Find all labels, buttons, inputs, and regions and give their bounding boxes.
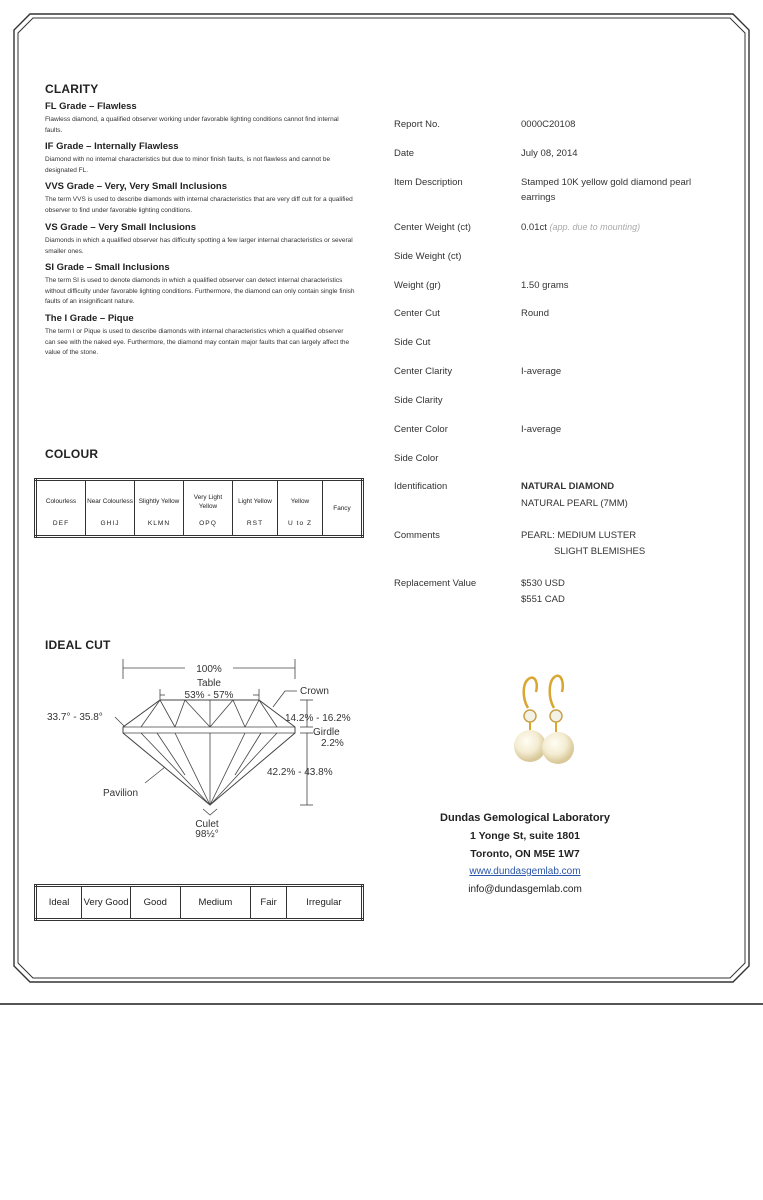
crown-angle-label: 33.7° - 35.8° (47, 712, 103, 723)
clarity-grade-title: FL Grade – Flawless (45, 101, 137, 112)
clarity-grade-title: VS Grade – Very Small Inclusions (45, 222, 197, 233)
field-value: I-average (521, 366, 562, 377)
clarity-grade-desc: Flawless diamond, a qualified observer working under favorable lighting conditions cannot find internal faults. (45, 116, 339, 134)
colour-cell: Slightly Yellow KLMN (135, 480, 184, 537)
colour-cell: Light Yellow RST (233, 480, 278, 537)
cut-grade-cell: Very Good (82, 886, 131, 920)
cut-grade-cell: Ideal (36, 886, 82, 920)
lab-address-line2: Toronto, ON M5E 1W7 (470, 848, 580, 860)
clarity-grade-title: VVS Grade – Very, Very Small Inclusions (45, 181, 227, 192)
lab-info (420, 809, 630, 899)
colour-cell: Fancy (323, 480, 363, 537)
cut-grade-cell: Fair (251, 886, 286, 920)
colour-cell: Yellow U to Z (278, 480, 323, 537)
field-label: Center Color (394, 424, 448, 435)
field-label: Identification (394, 481, 448, 492)
clarity-grade-desc: The term VVS is used to describe diamonds with internal characteristics that are very diff cult for a qualified observer to find under favorable lighting conditions. (45, 196, 353, 214)
field-label: Report No. (394, 119, 440, 130)
lab-name: Dundas Gemological Laboratory (440, 812, 610, 824)
field-value: 1.50 grams (521, 280, 569, 291)
clarity-grade-desc: Diamonds in which a qualified observer has difficulty spotting a few larger internal characteristics or several smaller ones. (45, 237, 353, 255)
total-width-label: 100% (196, 664, 222, 675)
cut-grade-table (34, 884, 364, 921)
field-label: Center Cut (394, 308, 440, 319)
pavilion-label: Pavilion (103, 788, 139, 799)
culet-label: Culet (195, 819, 219, 830)
clarity-grade-title: The I Grade – Pique (45, 313, 134, 324)
field-value: $530 USD (521, 578, 565, 589)
field-value-2: $551 CAD (521, 594, 565, 605)
earring-photo (500, 670, 590, 780)
clarity-grade-desc: The term SI is used to denote diamonds in which a qualified observer can detect internal characteristics without difficulty under favorable lighting conditions. Furthermore, the diamond can only contain single finish faults of an insignificant nature. (45, 277, 355, 305)
field-label: Side Color (394, 453, 439, 464)
lab-address-line1: 1 Yonge St, suite 1801 (470, 830, 580, 842)
colour-cell: Colourless DEF (36, 480, 86, 537)
field-label: Side Cut (394, 337, 431, 348)
field-value-2: SLIGHT BLEMISHES (554, 546, 646, 557)
clarity-grade-title: SI Grade – Small Inclusions (45, 262, 170, 273)
field-value: PEARL: MEDIUM LUSTER (521, 530, 637, 541)
field-value: Round (521, 308, 549, 319)
field-label: Center Weight (ct) (394, 222, 471, 233)
field-value: 0.01ct (app. due to mounting) (521, 222, 641, 233)
lab-email[interactable]: info@dundasgemlab.com (468, 884, 582, 895)
field-label: Date (394, 148, 415, 159)
ideal-cut-heading: IDEAL CUT (45, 638, 111, 652)
colour-cell: Near Colourless GHIJ (86, 480, 135, 537)
clarity-heading: CLARITY (45, 82, 99, 96)
field-note: (app. due to mounting) (549, 222, 641, 232)
girdle-label: Girdle (313, 727, 340, 738)
pavilion-depth-label: 42.2% - 43.8% (267, 767, 333, 778)
field-value: I-average (521, 424, 562, 435)
field-value: NATURAL DIAMOND (521, 481, 615, 492)
clarity-grade-title: IF Grade – Internally Flawless (45, 141, 179, 152)
crown-height-label: 14.2% - 16.2% (285, 713, 351, 724)
table-range-label: 53% - 57% (184, 690, 234, 701)
field-label: Weight (gr) (394, 280, 441, 291)
field-label: Side Weight (ct) (394, 251, 462, 262)
clarity-grade-desc: Diamond with no internal characteristics but due to minor finish faults, is not flawless and cannot be designated FL. (45, 156, 331, 174)
field-value-2: NATURAL PEARL (7MM) (521, 498, 628, 509)
field-label: Comments (394, 530, 440, 541)
diamond-cut-diagram (45, 655, 365, 840)
lab-website-link[interactable]: www.dundasgemlab.com (469, 866, 581, 877)
field-value: 0000C20108 (521, 119, 576, 130)
colour-heading: COLOUR (45, 447, 99, 461)
field-value: July 08, 2014 (521, 148, 578, 159)
colour-scale-table (34, 478, 364, 538)
bottom-rule (0, 1003, 763, 1005)
field-label: Center Clarity (394, 366, 453, 377)
culet-value-label: 98½° (195, 829, 219, 840)
field-label: Replacement Value (394, 578, 477, 589)
colour-cell: Very Light Yellow OPQ (184, 480, 233, 537)
field-label: Side Clarity (394, 395, 443, 406)
table-label: Table (197, 678, 221, 689)
cut-grade-cell: Irregular (286, 886, 362, 920)
crown-label: Crown (300, 686, 329, 697)
cut-grade-cell: Medium (180, 886, 251, 920)
clarity-grade-desc: The term I or Pique is used to describe diamonds with internal characteristics which a qualified observer can see with the naked eye. Furthermore, the diamond may contain major faults that can largely affect the value of the stone. (45, 328, 350, 356)
field-label: Item Description (394, 177, 463, 188)
girdle-pct-label: 2.2% (321, 738, 344, 749)
cut-grade-cell: Good (131, 886, 180, 920)
field-value: Stamped 10K yellow gold diamond pearl earrings (521, 177, 692, 203)
